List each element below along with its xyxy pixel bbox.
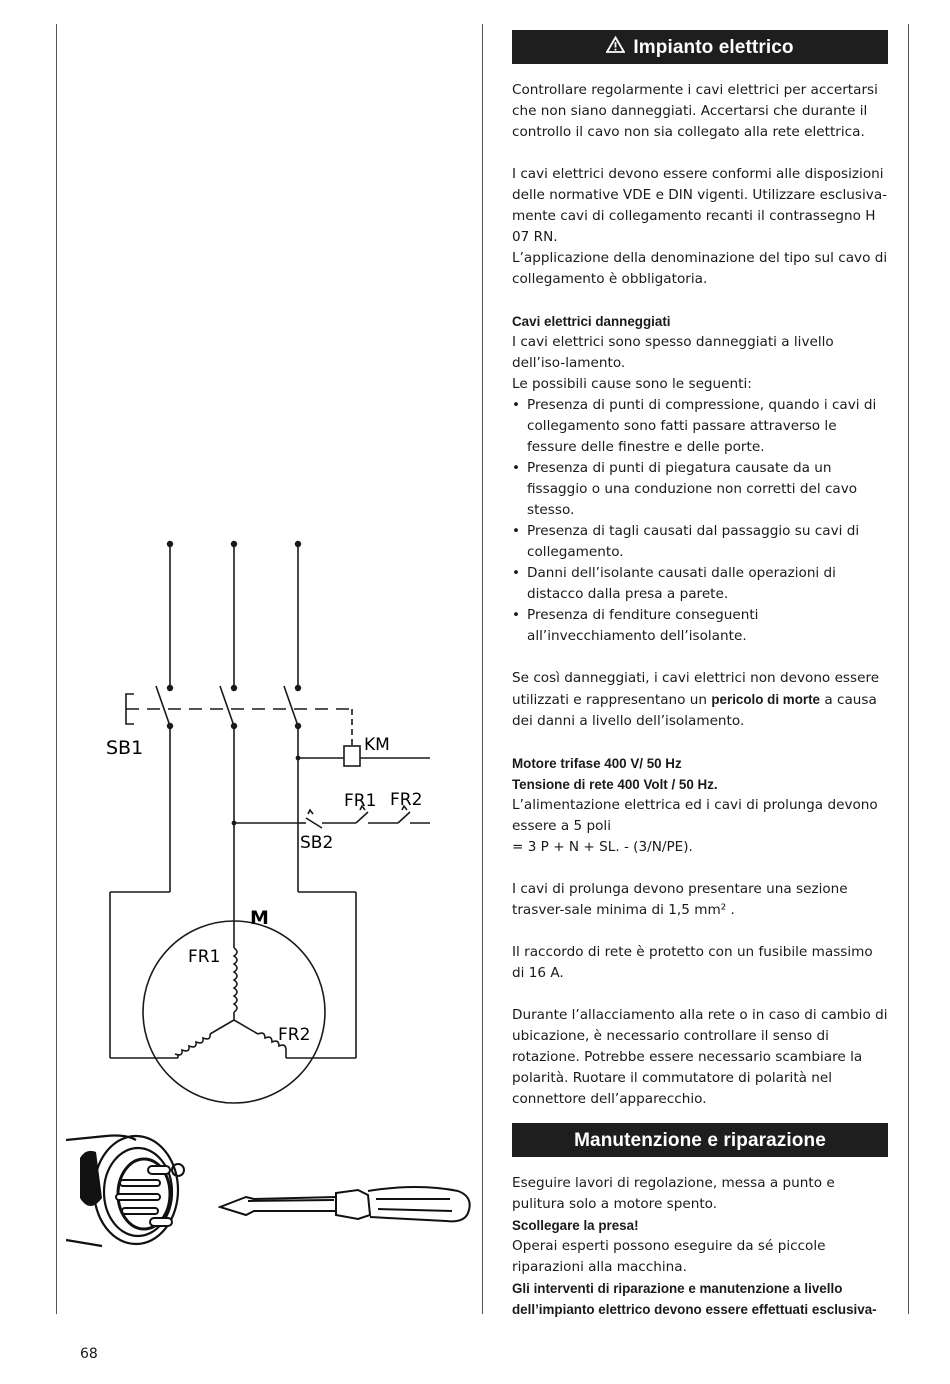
list-item: • Presenza di punti di compressione, quando i cavi di collegamento sono fatti passare attraverso le fessure delle finestre e delle porte. [512, 395, 888, 458]
screwdriver-illustration [218, 1185, 473, 1231]
paragraph: I cavi elettrici sono spesso danneggiati a livello dell’iso-lamento. [512, 334, 834, 371]
left-margin-rule [56, 24, 57, 1314]
danger-paragraph [512, 668, 888, 732]
paragraph: Le possibili cause sono le seguenti: [512, 376, 752, 392]
mains-voltage: Tensione di rete 400 Volt / 50 Hz. [512, 777, 718, 792]
label-fr2-switch: FR2 [390, 790, 423, 810]
column-divider [482, 24, 483, 1314]
paragraph: = 3 P + N + SL. - (3/N/PE). [512, 839, 693, 855]
paragraph: Durante l’allacciamento alla rete o in caso di cambio di ubicazione, è necessario controllare il senso di rotazione. Potrebbe essere necessario scambiare la polarità. Ruotare il commutatore di polarità nel connettore dell’apparecchio. [512, 1007, 888, 1107]
paragraph: I cavi di prolunga devono presentare una sezione trasver-sale minima di 1,5 mm² . [512, 881, 848, 918]
label-sb2: SB2 [300, 833, 334, 853]
list-item: • Danni dell’isolante causati dalle operazioni di distacco dalla presa a parete. [512, 563, 888, 605]
label-fr2-coil: FR2 [278, 1025, 311, 1045]
warning-triangle-icon [606, 36, 625, 58]
label-fr1-switch: FR1 [344, 791, 377, 811]
danger-text: a causa dei danni a livello dell’isolamento. [512, 692, 877, 729]
list-item: • Presenza di punti di piegatura causate da un fissaggio o una conduzione non corretti del cavo stesso. [512, 458, 888, 521]
label-km: KM [364, 735, 390, 755]
section-title: Impianto elettrico [633, 36, 794, 58]
paragraph: L’applicazione della denominazione del tipo sul cavo di collegamento è obbligatoria. [512, 250, 888, 287]
causes-list [512, 395, 888, 647]
paragraph-bold: Gli interventi di riparazione e manutenzione a livello dell’impianto elettrico devono essere effettuati esclusiva- [512, 1281, 877, 1317]
right-margin-rule [908, 24, 909, 1314]
unplug-warning: Scollegare la presa! [512, 1218, 639, 1233]
subheading-damaged-cables: Cavi elettrici danneggiati [512, 314, 671, 329]
section-title: Manutenzione e riparazione [574, 1129, 826, 1151]
paragraph: I cavi elettrici devono essere conformi alle disposizioni delle normative VDE e DIN vigenti. Utilizzare esclusiva-mente cavi di collegamento recanti il contrassegno H 07 RN. [512, 166, 888, 245]
label-fr1-coil: FR1 [188, 947, 221, 967]
label-motor: M [250, 907, 269, 929]
paragraph: L’alimentazione elettrica ed i cavi di prolunga devono essere a 5 poli [512, 797, 878, 834]
page-number: 68 [80, 1346, 98, 1362]
danger-text: Se così danneggiati, i cavi elettrici non devono essere utilizzati e rappresentano un [512, 670, 880, 708]
section-heading-electrical [512, 30, 888, 64]
label-sb1: SB1 [106, 737, 144, 759]
right-column [512, 30, 888, 1320]
paragraph: Eseguire lavori di regolazione, messa a punto e pulitura solo a motore spento. [512, 1175, 835, 1212]
plug-connector-illustration [66, 1128, 196, 1258]
section-heading-maintenance [512, 1123, 888, 1157]
danger-emphasis: pericolo di morte [711, 692, 820, 707]
paragraph: Controllare regolarmente i cavi elettrici per accertarsi che non siano danneggiati. Accertarsi che durante il controllo il cavo non sia collegato alla rete elettrica. [512, 82, 878, 140]
motor-spec: Motore trifase 400 V/ 50 Hz [512, 756, 682, 771]
paragraph: Il raccordo di rete è protetto con un fusibile massimo di 16 A. [512, 944, 873, 981]
motor-wiring-diagram [60, 520, 430, 1110]
list-item: • Presenza di tagli causati dal passaggio su cavi di collegamento. [512, 521, 888, 563]
list-item: • Presenza di fenditure conseguenti all’invecchiamento dell’isolante. [512, 605, 888, 647]
paragraph: Operai esperti possono eseguire da sé piccole riparazioni alla macchina. [512, 1238, 826, 1275]
